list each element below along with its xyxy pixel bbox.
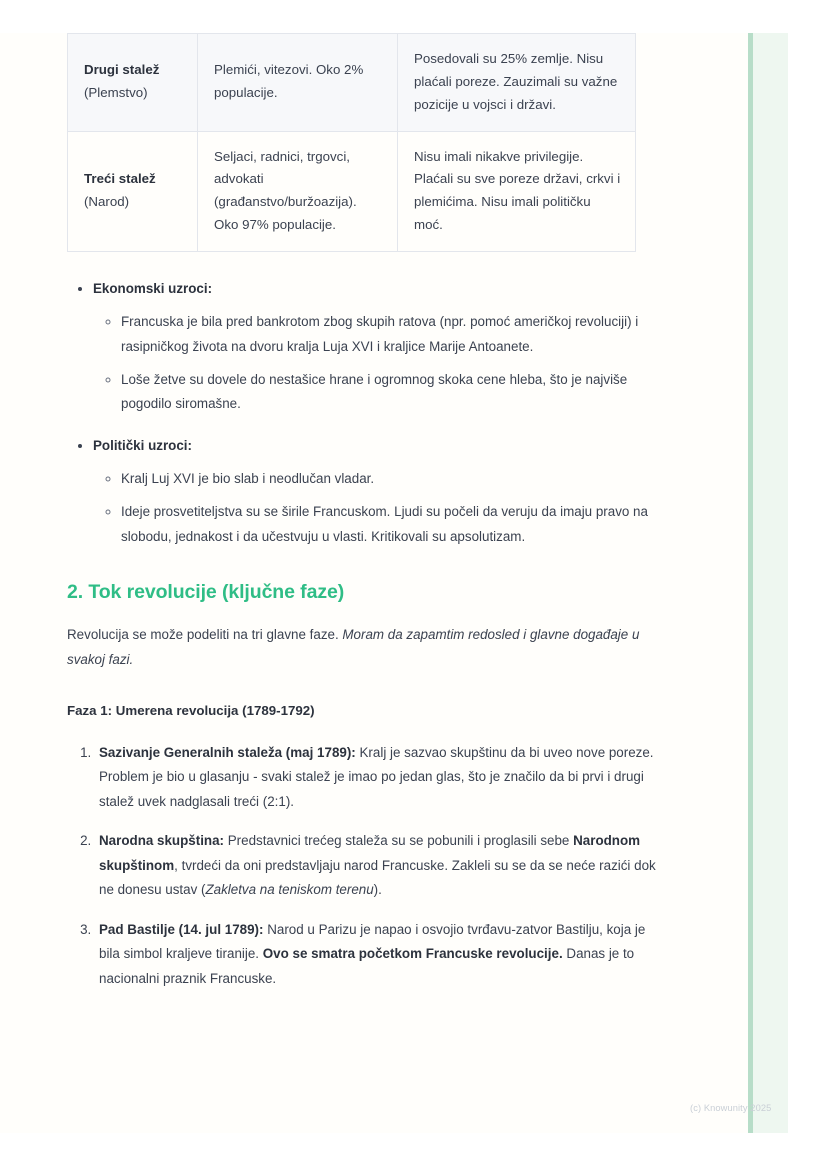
step-body: Kralj je sazvao skupštinu da bi uveo nove poreze. Problem je bio u glasanju - svaki stalež je imao po jedan glas, što je značilo da bi prvi i drugi stalež uvek nadglasali treći (2:1). — [99, 744, 654, 809]
step-body: , tvrdeći da oni predstavljaju narod Francuske. Zakleli su se da se neće razići dok ne donesu ustav ( — [99, 857, 656, 898]
intro-plain-text: Revolucija se može podeliti na tri glavne faze. — [67, 627, 343, 643]
estate-subtitle: (Narod) — [84, 194, 130, 210]
table-cell-members: Seljaci, radnici, trgovci, advokati (građanstvo/buržoazija). Oko 97% populacije. — [198, 131, 398, 251]
phase-steps-list — [67, 741, 667, 992]
table-cell-privileges: Nisu imali nikakve privilegije. Plaćali su sve poreze državi, crkvi i plemićima. Nisu imali političku moć. — [398, 131, 636, 251]
list-item — [93, 434, 667, 549]
estate-name: Treći stalež — [84, 171, 156, 187]
cause-sublist — [93, 310, 667, 417]
step-body: Predstavnici trećeg staleža su se pobunili i proglasili sebe — [224, 833, 574, 849]
list-item: ◦ Kralj Luj XVI je bio slab i neodlučan vladar. — [121, 467, 667, 491]
cause-heading: Ekonomski uzroci: — [93, 281, 213, 297]
step-emphasis: Narodnom skupštinom — [99, 833, 641, 873]
step-body: Narod u Parizu je napao i osvojio tvrđavu-zatvor Bastilju, koja je bila simbol kraljeve tiranije. — [99, 921, 646, 962]
causes-list — [67, 277, 667, 549]
table-cell-privileges: Posedovali su 25% zemlje. Nisu plaćali poreze. Zauzimali su važne pozicije u vojsci i državi. — [398, 34, 636, 132]
watermark: (c) Knowunity 2025 — [690, 1103, 772, 1113]
phase-label: Faza 1: Umerena revolucija (1789-1792) — [67, 702, 315, 718]
section-title: 2. Tok revolucije (ključne faze) — [67, 581, 345, 603]
step-lead: Sazivanje Generalnih staleža (maj 1789): — [99, 744, 356, 760]
estates-table — [67, 33, 636, 252]
cause-heading: Politički uzroci: — [93, 437, 192, 453]
cause-sublist — [93, 467, 667, 549]
list-item — [93, 277, 667, 417]
section-intro — [67, 623, 667, 672]
table-row — [68, 34, 636, 132]
list-item — [95, 918, 667, 992]
document-page — [0, 33, 748, 1133]
table-row — [68, 131, 636, 251]
step-lead: Pad Bastilje (14. jul 1789): — [99, 921, 264, 937]
step-body: ). — [373, 882, 382, 898]
list-item: ◦ Francuska je bila pred bankrotom zbog skupih ratova (npr. pomoć američkoj revoluciji) i rasipničkog života na dvoru kralja Luja XVI i kraljice Marije Antoanete. — [121, 310, 667, 359]
right-accent-bar — [748, 33, 753, 1133]
right-side-panel — [752, 33, 788, 1133]
estate-subtitle: (Plemstvo) — [84, 85, 148, 101]
list-item: ◦ Ideje prosvetiteljstva su se širile Francuskom. Ljudi su počeli da veruju da imaju pravo na slobodu, jednakost i da učestvuju u vlasti. Kritikovali su apsolutizam. — [121, 500, 667, 549]
step-body: Danas je to nacionalni praznik Francuske. — [99, 946, 635, 986]
table-cell-estate — [68, 131, 198, 251]
list-item — [95, 829, 667, 903]
document-content — [67, 33, 667, 1006]
step-italic-term: Zakletva na teniskom terenu — [205, 882, 374, 898]
table-cell-members: Plemići, vitezovi. Oko 2% populacije. — [198, 34, 398, 132]
table-cell-estate — [68, 34, 198, 132]
list-item — [95, 741, 667, 815]
step-lead: Narodna skupština: — [99, 833, 225, 849]
list-item: ◦ Loše žetve su dovele do nestašice hrane i ogromnog skoka cene hleba, što je najviše pogodilo siromašne. — [121, 368, 667, 417]
step-emphasis: Ovo se smatra početkom Francuske revolucije. — [262, 946, 563, 962]
intro-italic-note: Moram da zapamtim redosled i glavne događaje u svakoj fazi. — [67, 627, 640, 667]
estate-name: Drugi stalež — [84, 62, 160, 78]
